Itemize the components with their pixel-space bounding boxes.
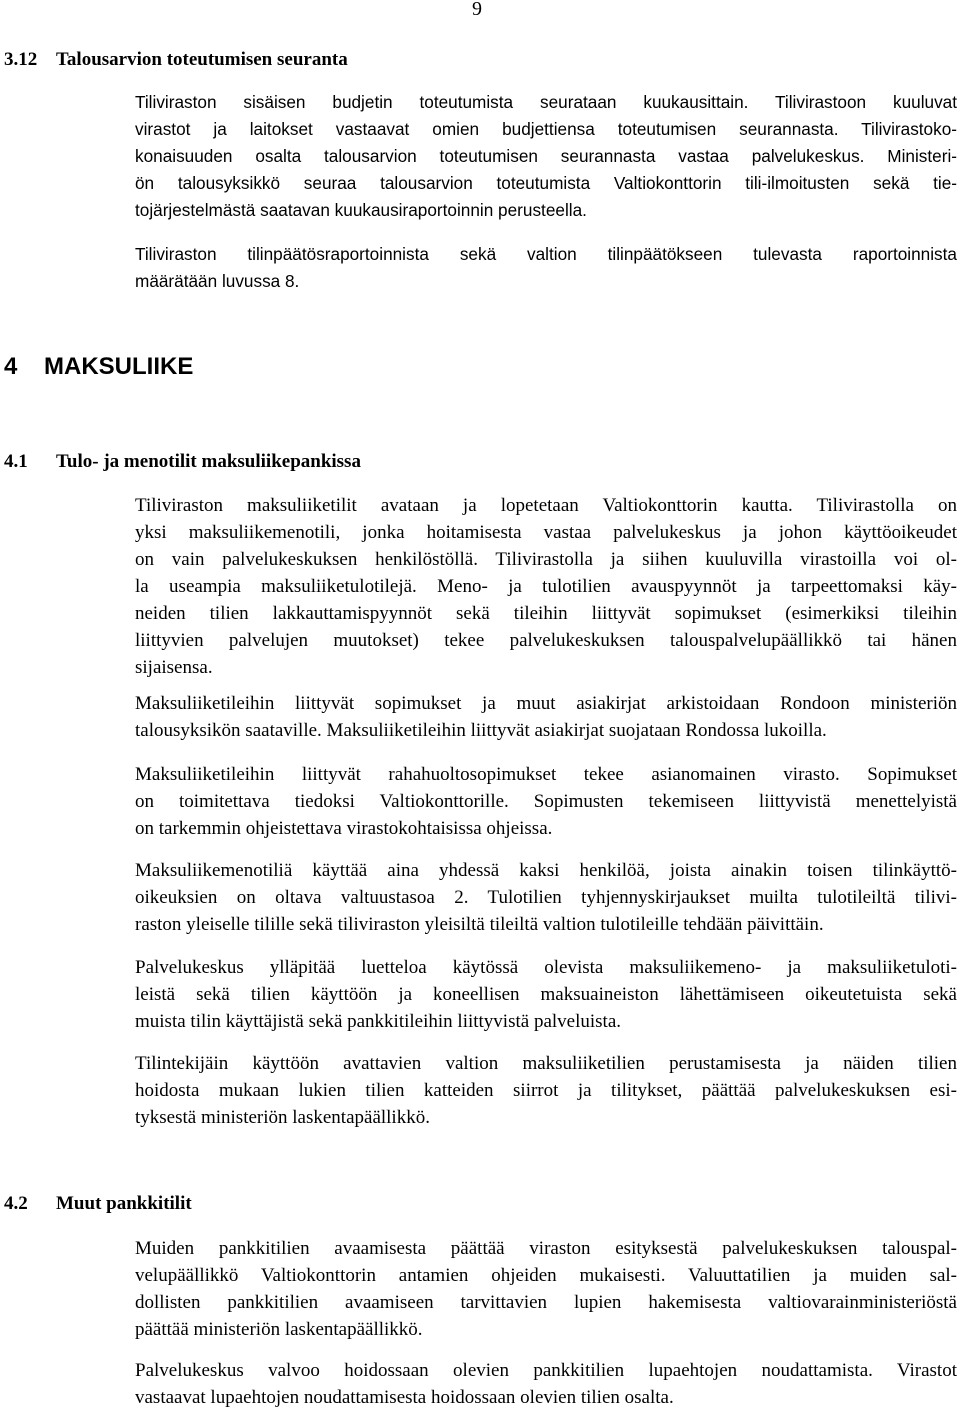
section-heading-3-12: [4, 49, 348, 71]
paragraph: [135, 89, 957, 224]
text-line: ön talousyksikkö seuraa talousarvion toteutumista Valtiokonttorin tili-ilmoitusten sekä tie-: [135, 173, 957, 193]
text-line: raston yleiselle tilille sekä tiliviraston yleisiltä tileiltä valtion tulotileille tehdään päivittäin.: [135, 914, 824, 935]
paragraph: [135, 241, 957, 295]
page-number: 9: [472, 0, 482, 20]
section-title: Tulo- ja menotilit maksuliikepankissa: [56, 451, 361, 472]
section-title: Muut pankkitilit: [56, 1193, 192, 1214]
text-line: Palvelukeskus ylläpitää luetteloa käytössä olevista maksuliikemeno- ja maksuliiketuloti-: [135, 957, 957, 978]
chapter-title: MAKSULIIKE: [44, 353, 194, 380]
text-line: hoidosta mukaan lukien tilien katteiden siirrot ja tilitykset, päättää palvelukeskuksen esi-: [135, 1080, 957, 1101]
section-heading-4-2: [4, 1193, 192, 1215]
text-line: neiden tilien lakkauttamispyynnöt sekä tileihin liittyvät sopimukset (esimerkiksi tileihin: [135, 603, 957, 624]
section-number: 4.2: [4, 1193, 28, 1214]
text-line: la useampia maksuliiketulotilejä. Meno- ja tulotilien avauspyynnöt ja tarpeettomaksi käy-: [135, 576, 957, 597]
text-line: yksi maksuliikemenotili, jonka hoitamisesta vastaa palvelukeskus ja johon käyttöoikeudet: [135, 522, 957, 543]
paragraph: [135, 492, 957, 681]
paragraph: [135, 1235, 957, 1343]
text-line: Muiden pankkitilien avaamisesta päättää viraston esityksestä palvelukeskuksen talouspal-: [135, 1238, 957, 1259]
text-line: Maksuliiketileihin liittyvät sopimukset ja muut asiakirjat arkistoidaan Rondoon ministeriön: [135, 693, 957, 714]
paragraph: [135, 761, 957, 842]
chapter-number: 4: [4, 353, 18, 380]
text-line: virastot ja laitokset vastaavat omien budjettiensa toteutumisen seurannasta. Tilivirastoko-: [135, 119, 957, 139]
text-line: Maksuliiketileihin liittyvät rahahuoltosopimukset tekee asianomainen virasto. Sopimukset: [135, 764, 957, 785]
text-line: muista tilin käyttäjistä sekä pankkitileihin liittyvistä palveluista.: [135, 1011, 622, 1032]
text-line: leistä sekä tilien käyttöön ja koneellisen maksuaineiston lähettämiseen oikeutetuista sekä: [135, 984, 957, 1005]
paragraph: [135, 857, 957, 938]
paragraph: [135, 954, 957, 1035]
text-line: on vain palvelukeskuksen henkilöstöllä. Tilivirastolla ja siihen kuuluvilla virastoilla voi ol-: [135, 549, 957, 570]
text-line: on tarkemmin ohjeistettava virastokohtaisissa ohjeissa.: [135, 818, 553, 839]
text-line: on toimitettava tiedoksi Valtiokonttorille. Sopimusten tekemiseen liittyvistä menettelyistä: [135, 791, 957, 812]
chapter-heading-4: [4, 353, 193, 381]
paragraph: [135, 1357, 957, 1411]
text-line: dollisten pankkitilien avaamiseen tarvittavien lupien hakemisesta valtiovarainministeriöstä: [135, 1292, 957, 1313]
text-line: Palvelukeskus valvoo hoidossaan olevien pankkitilien lupaehtojen noudattamista. Virastot: [135, 1360, 957, 1381]
text-line: määrätään luvussa 8.: [135, 271, 300, 291]
text-line: tojärjestelmästä saatavan kuukausiraportoinnin perusteella.: [135, 200, 587, 220]
text-line: Tilintekijäin käyttöön avattavien valtion maksuliiketilien perustamisesta ja näiden tilien: [135, 1053, 957, 1074]
text-line: päättää ministeriön laskentapäällikkö.: [135, 1319, 423, 1340]
text-line: oikeuksien on oltava valtuustasoa 2. Tulotilien tyhjennyskirjaukset muilta tulotileiltä tilivi-: [135, 887, 957, 908]
paragraph: [135, 690, 957, 744]
section-heading-4-1: [4, 451, 361, 473]
text-line: Tiliviraston maksuliiketilit avataan ja lopetetaan Valtiokonttorin kautta. Tilivirastolla on: [135, 495, 957, 516]
text-line: Tiliviraston sisäisen budjetin toteutumista seurataan kuukausittain. Tilivirastoon kuuluvat: [135, 92, 957, 112]
text-line: vastaavat lupaehtojen noudattamisesta hoidossaan olevien tilien osalta.: [135, 1387, 674, 1408]
text-line: Tiliviraston tilinpäätösraportoinnista sekä valtion tilinpäätökseen tulevasta raportoinnista: [135, 244, 957, 264]
text-line: konaisuuden osalta talousarvion toteutumisen seurannasta vastaa palvelukeskus. Ministeri-: [135, 146, 957, 166]
text-line: velupäällikkö Valtiokonttorin antamien ohjeiden mukaisesti. Valuuttatilien ja muiden sal-: [135, 1265, 957, 1286]
text-line: Maksuliikemenotiliä käyttää aina yhdessä kaksi henkilöä, joista ainakin toisen tilinkäyttö-: [135, 860, 957, 881]
paragraph: [135, 1050, 957, 1131]
text-line: tyksestä ministeriön laskentapäällikkö.: [135, 1107, 430, 1128]
section-number: 3.12: [4, 49, 38, 70]
text-line: liittyvien palvelujen muutokset) tekee palvelukeskuksen talouspalvelupäällikkö tai hänen: [135, 630, 957, 651]
text-line: talousyksikön saataville. Maksuliiketileihin liittyvät asiakirjat suojataan Rondossa lukoilla.: [135, 720, 827, 741]
text-line: sijaisensa.: [135, 657, 213, 678]
section-number: 4.1: [4, 451, 28, 472]
section-title: Talousarvion toteutumisen seuranta: [56, 49, 348, 70]
